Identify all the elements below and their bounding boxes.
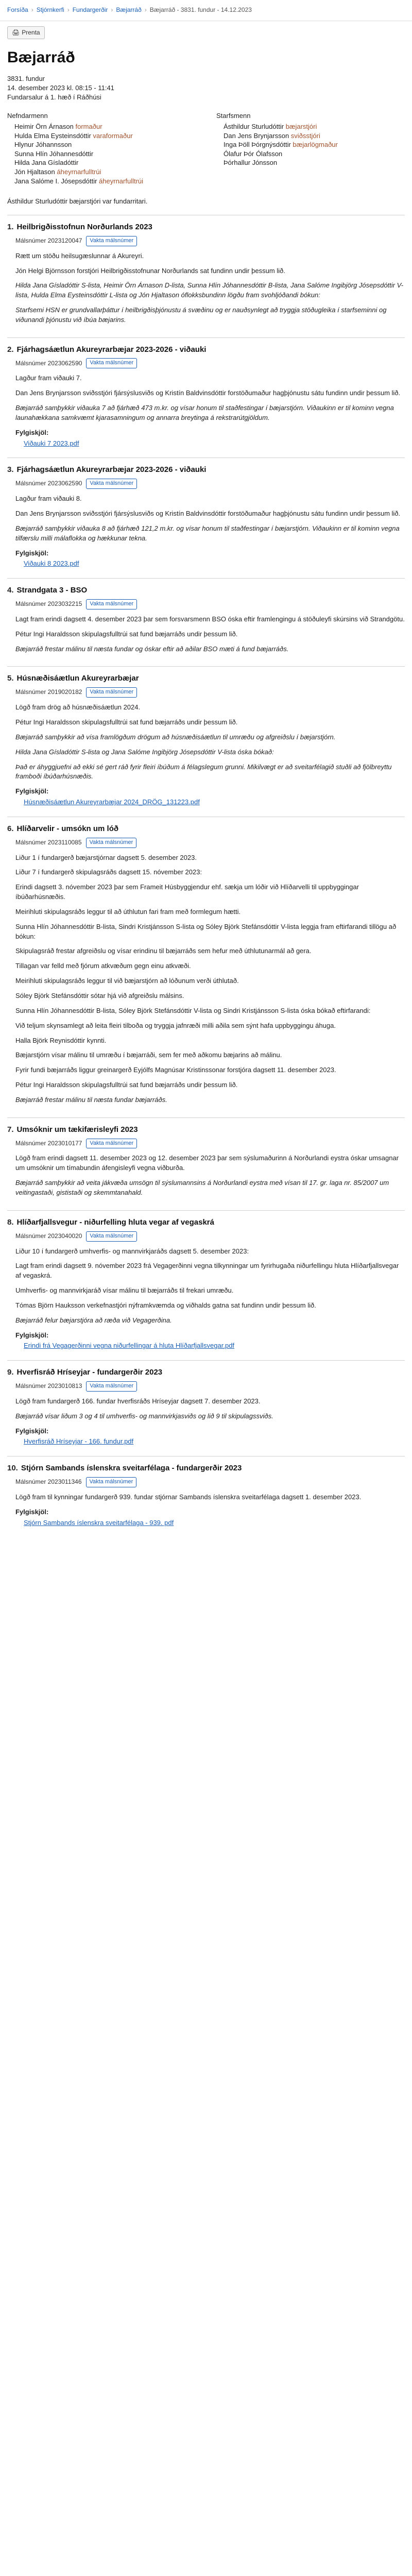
agenda-item-number: 2. xyxy=(7,345,14,354)
person-row xyxy=(216,122,405,131)
case-number: Málsnúmer 2023110085 xyxy=(15,838,82,846)
person-role: sviðsstjóri xyxy=(290,131,320,140)
person-row xyxy=(7,167,196,177)
agenda-item xyxy=(7,1210,405,1360)
person-name: Ásthildur Sturludóttir xyxy=(224,123,284,131)
meeting-datetime: 14. desember 2023 kl. 08:15 - 11:41 xyxy=(7,84,114,92)
agenda-item-body xyxy=(15,703,405,807)
person-row xyxy=(7,140,196,149)
person-name: Jana Salóme I. Jósepsdóttir xyxy=(14,177,97,185)
person-row xyxy=(7,158,196,167)
agenda-item xyxy=(7,578,405,666)
case-number: Málsnúmer 2023040020 xyxy=(15,1232,82,1240)
agenda-paragraph: Halla Björk Reynisdóttir kynnti. xyxy=(15,1036,107,1044)
agenda-paragraph: Bæjarráð samþykkir viðauka 7 að fjárhæð 473 m.kr. og vísar honum til staðfestingar í bæjarstjórn. Viðaukinn er til kominn vegna launahækkana samkvæmt kjarasamningum og annarra breytinga á rekstrarútgjöldum. xyxy=(15,404,394,421)
watch-case-button[interactable]: Vakta málsnúmer xyxy=(86,1477,137,1487)
agenda-paragraph: Dan Jens Brynjarsson sviðsstjóri fjársýslusviðs og Kristín Baldvinsdóttir forstöðumaður hagþjónustu sátu fundinn undir þessum lið. xyxy=(15,510,401,517)
agenda-item-number: 9. xyxy=(7,1368,14,1377)
attendees-column xyxy=(7,111,196,185)
meeting-number: 3831. fundur xyxy=(7,74,45,82)
agenda-item-body xyxy=(15,853,405,1105)
attendees-list xyxy=(7,122,196,185)
case-row xyxy=(15,1231,405,1242)
person-name: Hulda Elma Eysteinsdóttir xyxy=(14,131,91,140)
person-role: bæjarstjóri xyxy=(285,123,317,131)
person-row xyxy=(216,158,405,167)
person-name: Heimir Örn Árnason xyxy=(14,123,74,131)
minutes-note: Ásthildur Sturludóttir bæjarstjóri var fundarritari. xyxy=(7,197,148,206)
case-row xyxy=(15,599,405,609)
agenda-paragraph: Jón Helgi Björnsson forstjóri Heilbrigðisstofnunar Norðurlands sat fundinn undir þessum lið. xyxy=(15,266,285,275)
agenda-paragraph: Hilda Jana Gísladóttir S-lista, Heimir Örn Árnason D-lista, Sunna Hlín Jóhannesdóttir B-lista, Jana Salóme Ingibjörg Jósepsdóttir V-lista, Hulda Elma Eysteinsdóttir L-lista og Jón Hjaltason óflokksbundinn lögðu fram svohljóðandi bókun: xyxy=(15,281,404,299)
meeting-location: Fundarsalur á 1. hæð í Ráðhúsi xyxy=(7,93,101,101)
attachment-link[interactable]: Húsnæðisáætlun Akureyrarbæjar 2024_DRÖG_131223.pdf xyxy=(24,798,200,806)
watch-case-button[interactable]: Vakta málsnúmer xyxy=(86,1139,137,1149)
agenda-item-title: Fjárhagsáætlun Akureyrarbæjar 2023-2026 - viðauki xyxy=(16,345,207,354)
attachment-link[interactable]: Viðauki 8 2023.pdf xyxy=(24,560,79,568)
agenda-paragraph: Pétur Ingi Haraldsson skipulagsfulltrúi sat fund bæjarráðs undir þessum lið. xyxy=(15,718,238,726)
agenda-paragraph: Erindi dagsett 3. nóvember 2023 þar sem Frameit Húsbyggjendur ehf. sækja um lóðir við Hlíðarvelli til uppbyggingar íbúðarhúsnæðis. xyxy=(15,883,359,901)
case-number: Málsnúmer 2023010177 xyxy=(15,1139,82,1147)
agenda-item-heading xyxy=(7,823,405,835)
person-row xyxy=(7,149,196,159)
agenda-paragraph: Hilda Jana Gísladóttir S-lista og Jana Salóme Ingibjörg Jósepsdóttir V-lista óska bókað: xyxy=(15,748,274,756)
person-name: Sunna Hlín Jóhannesdóttir xyxy=(14,149,94,158)
main-content xyxy=(0,46,412,1537)
case-row xyxy=(15,838,405,848)
agenda-paragraph: Lagður fram viðauki 7. xyxy=(15,374,82,382)
case-row xyxy=(15,358,405,368)
agenda-paragraph: Meirihluti skipulagsráðs leggur til að úthlutun fari fram með formlegum hætti. xyxy=(15,907,241,916)
person-row xyxy=(7,131,196,141)
case-row xyxy=(15,236,405,246)
agenda-paragraph: Liður 1 í fundargerð bæjarstjórnar dagsett 5. desember 2023. xyxy=(15,853,197,861)
agenda-paragraph: Pétur Ingi Haraldsson skipulagsfulltrúi sat fund bæjarráðs undir þessum lið. xyxy=(15,1081,238,1089)
agenda-paragraph: Lögð fram drög að húsnæðisáætlun 2024. xyxy=(15,703,141,711)
person-row xyxy=(216,131,405,141)
person-name: Hilda Jana Gísladóttir xyxy=(14,159,79,167)
agenda-item-number: 1. xyxy=(7,222,14,231)
agenda-paragraph: Starfsemi HSN er grundvallarþáttur í heilbrigðisþjónustu á svæðinu og er nauðsynlegt að tryggja stöðugleika í starfseminni og viðunandi þjónustu við íbúa bæjarins. xyxy=(15,306,387,324)
attachments-label: Fylgiskjöl: xyxy=(15,1507,49,1516)
agenda-paragraph: Það er áhyggjuefni að ekki sé gert ráð fyrir fleiri íbúðum á félagslegum grunni. Mikilvægt er að sveitarfélagið stuðli að fjölbreyttu framboði íbúðarhúsnæðis. xyxy=(15,762,392,781)
attachments-label: Fylgiskjöl: xyxy=(15,787,49,795)
person-row xyxy=(7,177,196,186)
case-number: Málsnúmer 2023062590 xyxy=(15,359,82,367)
watch-case-button[interactable]: Vakta málsnúmer xyxy=(86,479,137,489)
agenda-item-heading xyxy=(7,673,405,684)
agenda-item-heading xyxy=(7,464,405,476)
case-row xyxy=(15,1477,405,1487)
agenda-item-number: 7. xyxy=(7,1125,14,1134)
watch-case-button[interactable]: Vakta málsnúmer xyxy=(86,1231,137,1242)
attachments-label: Fylgiskjöl: xyxy=(15,428,49,436)
agenda-paragraph: Sóley Björk Stefánsdóttir sótar hjá við afgreiðslu málsins. xyxy=(15,992,184,999)
person-name: Dan Jens Brynjarsson xyxy=(224,131,289,140)
agenda-item-number: 8. xyxy=(7,1217,14,1227)
agenda-item xyxy=(7,666,405,816)
agenda-item-heading xyxy=(7,1463,405,1474)
agenda-paragraph: Bæjarráð felur bæjarstjóra að ræða við Vegagerðina. xyxy=(15,1316,172,1324)
agenda-paragraph: Bæjarráð samþykkir viðauka 8 að fjárhæð 121,2 m.kr. og vísar honum til staðfestingar í bæjarstjórn. Viðaukinn er til kominn vegna tilfærslu milli málaflokka og hækkunar tekna. xyxy=(15,524,400,542)
person-name: Hlynur Jóhannsson xyxy=(14,141,72,149)
agenda-paragraph: Liður 7 í fundargerð skipulagsráðs dagsett 15. nóvember 2023: xyxy=(15,868,202,876)
agenda-item xyxy=(7,457,405,578)
agenda-item-heading xyxy=(7,222,405,233)
breadcrumb-item[interactable]: Bæjarráð xyxy=(116,6,142,14)
agenda-item-body xyxy=(15,251,405,325)
print-button[interactable] xyxy=(7,26,45,39)
agenda-item-body xyxy=(15,1154,405,1197)
staff-list xyxy=(216,122,405,167)
person-role: varaformaður xyxy=(93,131,133,140)
staff-column xyxy=(216,111,405,185)
person-role: áheyrnarfulltrúi xyxy=(99,177,144,185)
meeting-meta xyxy=(7,74,405,103)
agenda-item-heading xyxy=(7,344,405,355)
watch-case-button[interactable]: Vakta málsnúmer xyxy=(86,838,137,848)
agenda-paragraph: Bæjarráð samþykkir að vísa framlögðum drögum að húsnæðisáætlun til umræðu og afgreiðslu í bæjarstjórn. xyxy=(15,733,336,741)
case-number: Málsnúmer 2023120047 xyxy=(15,236,82,244)
agenda-paragraph: Liður 10 í fundargerð umhverfis- og mannvirkjaráðs dagsett 5. desember 2023: xyxy=(15,1247,249,1255)
agenda-item-number: 4. xyxy=(7,586,14,595)
case-number: Málsnúmer 2023011346 xyxy=(15,1478,82,1486)
attachments-label: Fylgiskjöl: xyxy=(15,1331,49,1339)
attachment-link[interactable]: Stjórn Sambands íslenskra sveitarfélaga - 939. pdf xyxy=(24,1518,174,1527)
agenda-item-title: Fjárhagsáætlun Akureyrarbæjar 2023-2026 - viðauki xyxy=(16,465,207,474)
agenda-item-title: Hverfisráð Hríseyjar - fundargerðir 2023 xyxy=(16,1368,163,1377)
agenda-item-heading xyxy=(7,1124,405,1136)
agenda-item-body xyxy=(15,374,405,448)
agenda-paragraph: Bæjarráð frestar málinu til næsta fundar bæjarráðs. xyxy=(15,1095,167,1104)
case-row xyxy=(15,687,405,698)
breadcrumb-item[interactable]: Fundargerðir xyxy=(72,6,108,14)
agenda-item-body xyxy=(15,615,405,654)
person-role: bæjarlögmaður xyxy=(293,141,338,149)
agenda-item xyxy=(7,817,405,1117)
agenda-item xyxy=(7,337,405,458)
agenda-paragraph: Fyrir fundi bæjarráðs liggur greinargerð Eyjólfs Magnúsar Kristinssonar forstjóra dagsett 11. desember 2023. xyxy=(15,1066,336,1074)
staff-label: Starfsmenn xyxy=(216,112,251,120)
agenda-paragraph: Meirihluti skipulagsráðs leggur til við bæjarstjórn að lóðunum verði úthlutað. xyxy=(15,977,239,985)
person-name: Jón Hjaltason xyxy=(14,168,55,176)
agenda-item xyxy=(7,1456,405,1537)
agenda-item-title: Hlíðarvelir - umsókn um lóð xyxy=(16,824,119,833)
person-name: Þórhallur Jónsson xyxy=(224,159,278,167)
attachments-label: Fylgiskjöl: xyxy=(15,549,49,557)
attachment-link[interactable]: Viðauki 7 2023.pdf xyxy=(24,439,79,447)
agenda-paragraph: Við teljum skynsamlegt að leita fleiri tilboða og tryggja jafnræði milli aðila sem sýnt hafa uppbyggingu áhuga. xyxy=(15,1021,336,1029)
agenda-item xyxy=(7,1360,405,1456)
breadcrumb-item: Bæjarráð - 3831. fundur - 14.12.2023 xyxy=(149,6,252,14)
agenda-item-title: Heilbrigðisstofnun Norðurlands 2023 xyxy=(16,222,152,231)
person-name: Inga Þöll Þórgnýsdóttir xyxy=(224,141,291,149)
agenda-items xyxy=(7,215,405,1537)
agenda-item-number: 3. xyxy=(7,465,14,474)
agenda-paragraph: Bæjarráð frestar málinu til næsta fundar og óskar eftir að aðilar BSO mæti á fund bæjarráðs. xyxy=(15,645,289,653)
agenda-paragraph: Tillagan var felld með fjórum atkvæðum gegn einu atkvæði. xyxy=(15,962,191,970)
case-number: Málsnúmer 2019020182 xyxy=(15,688,82,696)
agenda-item-number: 10. xyxy=(7,1464,18,1473)
agenda-item-title: Strandgata 3 - BSO xyxy=(16,586,88,595)
agenda-paragraph: Bæjarráð samþykkir að veita jákvæða umsögn til sýslumannsins á Norðurlandi eystra með vísan til 17. gr. laga nr. 85/2007 um veitingastaði, gististaði og skemmtanahald. xyxy=(15,1179,389,1196)
watch-case-button[interactable]: Vakta málsnúmer xyxy=(86,358,137,368)
case-row xyxy=(15,1381,405,1392)
agenda-paragraph: Bæjarráð vísar liðum 3 og 4 til umhverfis- og mannvirkjasviðs og lið 9 til skipulagssviðs. xyxy=(15,1412,273,1420)
participants xyxy=(7,111,405,185)
person-role: áheyrnarfulltrúi xyxy=(57,168,101,176)
case-number: Málsnúmer 2023062590 xyxy=(15,480,82,487)
breadcrumb-item[interactable]: Forsíða xyxy=(7,6,28,14)
agenda-paragraph: Sunna Hlín Jóhannesdóttir B-lista, Sóley Björk Stefánsdóttir V-lista og Sindri Kristjánsson S-lista óska bókað eftirfarandi: xyxy=(15,1006,371,1014)
case-row xyxy=(15,479,405,489)
case-row xyxy=(15,1139,405,1149)
print-toolbar xyxy=(0,21,412,39)
watch-case-button[interactable]: Vakta málsnúmer xyxy=(86,599,137,609)
chevron-right-icon: › xyxy=(31,6,33,14)
printer-icon: 🖨 xyxy=(12,29,20,36)
breadcrumb xyxy=(0,0,412,21)
agenda-item-title: Stjórn Sambands íslenskra sveitarfélaga - fundargerðir 2023 xyxy=(21,1464,242,1473)
person-name: Ólafur Þór Ólafsson xyxy=(224,149,283,158)
agenda-paragraph: Lögð fram erindi dagsett 11. desember 2023 og 12. desember 2023 þar sem sýslumaðurinn á Norðurlandi eystra óskar umsagnar um umsóknir um tímabundin áfengisleyfi vegna viðburða. xyxy=(15,1154,399,1172)
attachments-label: Fylgiskjöl: xyxy=(15,1427,49,1435)
chevron-right-icon: › xyxy=(144,6,147,14)
person-row xyxy=(7,122,196,131)
agenda-item-heading xyxy=(7,1217,405,1228)
agenda-paragraph: Lagður fram viðauki 8. xyxy=(15,495,82,503)
agenda-paragraph: Rætt um stöðu heilsugæslunnar á Akureyri. xyxy=(15,251,144,260)
person-row xyxy=(216,140,405,149)
agenda-item-body xyxy=(15,1247,405,1351)
page-title: Bæjarráð xyxy=(7,49,75,66)
agenda-item-body xyxy=(15,1397,405,1447)
agenda-paragraph: Lagt fram erindi dagsett 9. nóvember 2023 frá Vegagerðinni vegna tilkynningar um fyrirhugaða niðurfellingu hluta Hlíðarfjallsvegar af vegaskrá. xyxy=(15,1262,399,1280)
watch-case-button[interactable]: Vakta málsnúmer xyxy=(86,1381,137,1392)
agenda-item-title: Hlíðarfjallsvegur - niðurfelling hluta vegar af vegaskrá xyxy=(16,1217,214,1227)
agenda-item-title: Húsnæðisáætlun Akureyrarbæjar xyxy=(16,674,139,683)
agenda-paragraph: Dan Jens Brynjarsson sviðsstjóri fjársýslusviðs og Kristín Baldvinsdóttir forstöðumaður hagþjónustu sátu fundinn undir þessum lið. xyxy=(15,389,401,397)
agenda-item-heading xyxy=(7,1367,405,1378)
agenda-paragraph: Tómas Björn Hauksson verkefnastjóri nýframkvæmda og viðhalds gatna sat fundinn undir þessum lið. xyxy=(15,1301,316,1309)
agenda-paragraph: Lögð fram til kynningar fundargerð 939. fundar stjórnar Sambands íslenskra sveitarfélaga dagsett 1. desember 2023. xyxy=(15,1493,362,1501)
agenda-item xyxy=(7,215,405,337)
agenda-item-number: 6. xyxy=(7,824,14,833)
case-number: Málsnúmer 2023010813 xyxy=(15,1382,82,1390)
agenda-paragraph: Lögð fram fundargerð 166. fundar hverfisráðs Hríseyjar dagsett 7. desember 2023. xyxy=(15,1397,261,1405)
attachment-link[interactable]: Hverfisráð Hríseyjar - 166. fundur.pdf xyxy=(24,1437,134,1446)
case-number: Málsnúmer 2023032215 xyxy=(15,600,82,608)
agenda-item-title: Umsóknir um tækifærisleyfi 2023 xyxy=(16,1125,138,1134)
chevron-right-icon: › xyxy=(111,6,113,14)
agenda-item xyxy=(7,1117,405,1210)
attachment-link[interactable]: Erindi frá Vegagerðinni vegna niðurfellingar á hluta Hlíðarfjallsvegar.pdf xyxy=(24,1342,235,1350)
attendees-label: Nefndarmenn xyxy=(7,112,48,120)
person-role: formaður xyxy=(75,123,102,131)
agenda-paragraph: Umhverfis- og mannvirkjaráð vísar málinu til bæjarráðs til frekari umræðu. xyxy=(15,1286,234,1295)
watch-case-button[interactable]: Vakta málsnúmer xyxy=(86,236,137,246)
print-label: Prenta xyxy=(22,29,40,36)
person-row xyxy=(216,149,405,159)
agenda-paragraph: Pétur Ingi Haraldsson skipulagsfulltrúi sat fund bæjarráðs undir þessum lið. xyxy=(15,630,238,638)
agenda-paragraph: Sunna Hlín Jóhannesdóttir B-lista, Sindri Kristjánsson S-lista og Sóley Björk Stefánsdóttir V-lista leggja fram eftirfarandi tillögu að bókun: xyxy=(15,922,397,940)
agenda-item-heading xyxy=(7,585,405,596)
agenda-paragraph: Bæjarstjórn vísar málinu til umræðu í bæjarráði, sem fer með aðkomu bæjarins að málinu. xyxy=(15,1051,282,1059)
watch-case-button[interactable]: Vakta málsnúmer xyxy=(86,687,137,698)
agenda-item-body xyxy=(15,494,405,569)
chevron-right-icon: › xyxy=(67,6,70,14)
agenda-item-number: 5. xyxy=(7,674,14,683)
agenda-paragraph: Skipulagsráð frestar afgreiðslu og vísar erindinu til bæjarráðs sem hefur með úthlutunarmál að gera. xyxy=(15,947,312,955)
agenda-item-body xyxy=(15,1493,405,1528)
agenda-paragraph: Lagt fram erindi dagsett 4. desember 2023 þar sem forsvarsmenn BSO óska eftir framlengingu á stöðuleyfi skúrsins við Strandgötu. xyxy=(15,615,405,623)
breadcrumb-item[interactable]: Stjórnkerfi xyxy=(36,6,64,14)
